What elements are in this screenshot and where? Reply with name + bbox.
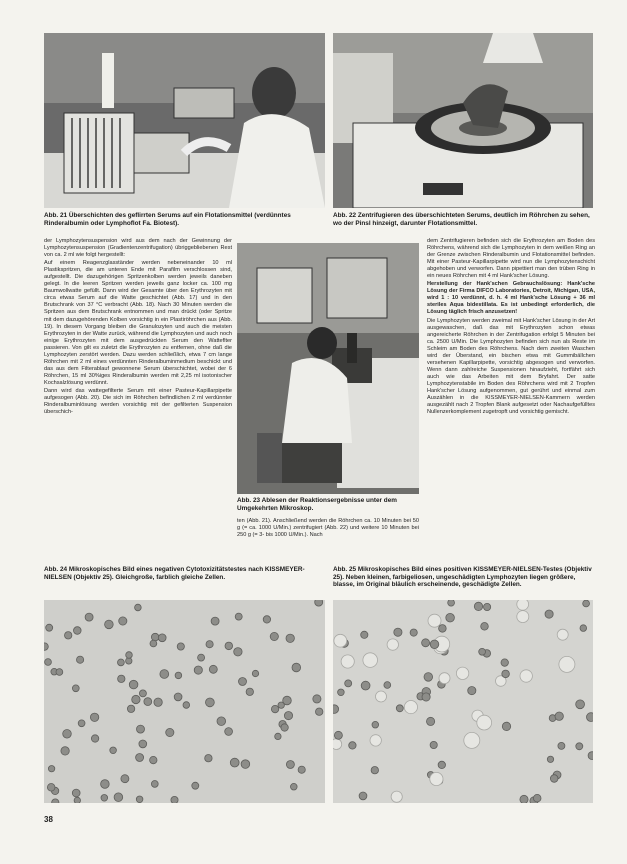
paragraph: Dann wird das wattegefilterte Serum mit einer Pasteur-Kapillarpipette aufgesogen (Abb. 20). Die sich im Röhrchen befindlichen 2 ml verdünnter Rinderalbuminlösung werden vorsichtig mit der gefilterten Suspension überschich- — [44, 387, 232, 416]
cell — [580, 625, 587, 632]
cell — [174, 693, 182, 701]
cell — [361, 681, 370, 690]
cell — [144, 698, 152, 706]
cell — [192, 782, 199, 789]
cell — [349, 742, 356, 749]
cell — [166, 728, 174, 736]
cell — [136, 796, 143, 803]
cell — [438, 761, 445, 768]
cell — [396, 705, 403, 712]
caption-abb23: Abb. 23 Ablesen der Reaktionsergebnisse unter dem Umgekehrten Mikroskop. — [237, 497, 397, 512]
paragraph: der Lymphozytensuspension wird aus dem nach der Gewinnung der Lymphozytensuspension (Gradientenzentrifugation) übriggebliebenen Rest von ca. 2 ml wie folgt hergestellt: — [44, 238, 232, 259]
cell — [545, 610, 553, 618]
cell — [422, 639, 430, 647]
cell — [121, 775, 129, 783]
cell — [91, 735, 98, 742]
cell — [517, 611, 529, 623]
cell — [235, 613, 242, 620]
cell — [334, 634, 347, 647]
cell — [65, 632, 72, 639]
cell — [270, 632, 278, 640]
cell — [278, 702, 284, 708]
cell — [333, 705, 339, 714]
cell — [151, 781, 158, 788]
cell — [422, 693, 430, 701]
cell — [118, 659, 125, 666]
cell — [177, 643, 184, 650]
paragraph: Die Lymphozyten werden zweimal mit Hank'scher Lösung in der Art ausgewaschen, daß das mit Erythrozyten schon etwas angereicherte Röhrchen in der Zentrifugation erfolgt 5 Minuten bei ca. 2500 U/Min. Die Lymphozyten befinden sich nun als Reste im Schleim am Boden des Röhrchens. Nach dem zweiten Waschen wird der Überstand, ein bischen etwa mit Gummibällchen versehenen Kapillarpipette, vorsichtig abgesogen und verworfen. Wenn dann zahlreiche Suspensionen hinaufzieht, fortfährt sich auch wie das Arbeiten mit dem Bryfahrt. Der satte Lymphozytenstabile im Boden des Röhrchens wird mit 2 Tropfen Hank'scher Lösung aufgenommen, gut gerührt und einmal zum Auszählen in die KISSMEYER-NIELSEN-Kammern werden ausgezählt nach 2 Tropfen Blank aufgesetzt oder Nachaufgefülltes Nullenzerkomplement zugetropft und vorsichtig gemischt. — [427, 317, 595, 416]
caption-abb24: Abb. 24 Mikroskopisches Bild eines negativen Cytotoxizitätstestes nach KISSMEYER-NIELSEN (Objektiv 25). Gleichgroße, farblich gleiche Zellen. — [44, 566, 305, 581]
cell — [194, 666, 202, 674]
cell — [520, 795, 528, 803]
cell — [557, 629, 568, 640]
cell — [477, 715, 492, 730]
cell — [456, 667, 468, 679]
cell — [587, 713, 594, 722]
cell — [372, 721, 379, 728]
cell — [338, 689, 345, 696]
cell — [206, 641, 213, 648]
cell — [52, 799, 59, 803]
cell — [234, 648, 242, 656]
cell — [263, 616, 270, 623]
cell — [333, 739, 342, 750]
cell — [271, 705, 278, 712]
cell — [74, 627, 82, 635]
cell — [341, 655, 354, 668]
cell — [132, 695, 140, 703]
paragraph: dem Zentrifugieren befinden sich die Erythrozyten am Boden des Röhrchens, während sich die Lymphozyten in dem weißen Ring an der Grenze zwischen Rinderalbumin und Flotationsmittel befinden. Mit einer Pasteur-Kapillarpipette wird nun die Lymphozytenschicht abgehoben und verworfen. Dann pipettiert man den trüben Ring in ein neues Röhrchen mit 4 ml Hank'scher Lösung. — [427, 238, 595, 280]
cell — [430, 741, 437, 748]
cell — [298, 766, 305, 773]
cell — [129, 680, 138, 689]
cell — [158, 634, 166, 642]
cell — [217, 717, 226, 726]
cell — [345, 680, 352, 687]
cell — [286, 634, 294, 642]
cell — [363, 653, 378, 668]
cell — [588, 752, 593, 760]
cell — [520, 670, 532, 682]
cell — [313, 695, 321, 703]
cell — [410, 629, 417, 636]
cell — [291, 783, 298, 790]
cell — [361, 631, 368, 638]
cell — [246, 688, 253, 695]
cell — [371, 767, 378, 774]
photo-abb22-centrifuge — [333, 33, 593, 208]
paragraph: Herstellung der Hank'schen Gebrauchslösung: Hank'sche Lösung der Firma DIFCO Laboratories, Detroit, Michigan, USA, wird 1 : 10 verdünnt, d. h. 4 ml Hank'sche Lösung + 36 ml steriles Aqua bidestillata. Es ist unbedingt erforderlich, die Lösung täglich frisch anzusetzen! — [427, 281, 595, 316]
cell — [502, 722, 510, 730]
cells-illustration — [333, 600, 593, 803]
cell — [464, 732, 480, 748]
body-column-right — [427, 238, 595, 562]
caption-abb25: Abb. 25 Mikroskopisches Bild eines positiven KISSMEYER-NIELSEN-Testes (Objektiv 25). Neben kleinen, farbigeliosen, ungeschädigten Lymphozyten liegen größere, blasse, im Original bläulich erscheinende, geschädigte Zellen. — [333, 566, 592, 589]
cell — [359, 792, 367, 800]
cell — [281, 724, 288, 731]
micrograph-abb25-positive-test — [333, 600, 593, 803]
photo-abb21-lab-technician — [44, 33, 325, 208]
cell — [78, 720, 85, 727]
cell — [72, 789, 80, 797]
cell — [119, 617, 127, 625]
cell — [558, 742, 565, 749]
cell — [225, 728, 233, 736]
cell — [110, 747, 117, 754]
cell — [63, 730, 72, 739]
cell — [137, 725, 145, 733]
cell — [239, 678, 247, 686]
cell — [160, 670, 169, 679]
cell — [501, 659, 508, 666]
micrograph-abb24-negative-test — [44, 600, 325, 803]
photo-abb23-microscope — [237, 243, 419, 494]
cell — [241, 760, 250, 769]
cell — [230, 758, 239, 767]
cell — [154, 698, 162, 706]
cell — [61, 747, 69, 755]
cell — [316, 708, 323, 715]
cell — [211, 617, 219, 625]
cell — [90, 713, 98, 721]
cell — [56, 669, 63, 676]
cell — [394, 628, 402, 636]
cell — [139, 740, 147, 748]
cell — [391, 791, 402, 802]
cell — [209, 665, 217, 673]
cell — [101, 780, 110, 789]
cell — [284, 712, 292, 720]
cell — [517, 600, 529, 610]
cell — [46, 624, 53, 631]
cell — [175, 672, 182, 679]
cell — [550, 775, 558, 783]
cell — [384, 682, 391, 689]
cell — [45, 659, 52, 666]
cell — [576, 700, 585, 709]
body-column-left — [44, 238, 232, 560]
page-number: 38 — [44, 815, 53, 824]
cell — [439, 673, 450, 684]
cell — [484, 603, 491, 610]
cell — [151, 633, 159, 641]
cell — [474, 602, 482, 610]
cell — [114, 793, 123, 802]
cell — [430, 772, 443, 785]
cell — [85, 613, 93, 621]
cell — [171, 796, 178, 803]
cell — [533, 794, 541, 802]
cell — [428, 614, 441, 627]
caption-abb21: Abb. 21 Überschichten des geflirrten Serums auf ein Flotationsmittel (verdünntes Rinderalbumin oder Lymphoflot Fa. Biotest). — [44, 212, 291, 227]
cell — [150, 640, 157, 647]
cell — [183, 702, 190, 709]
paragraph: Auf einem Reagenzglasständer werden nebeneinander 10 ml Plastikspritzen, die am unteren Ende mit Parafilm verschlossen sind, aufgestellt. Die dazugehörigen Spritzenkolben werden jeweils daneben gelegt. In die leeren Spritzen werden jeweils ganz locker ca. 100 mg Baumwollwatte gefüllt. Dann wird der Gesamte über den Erythrozyten mit circa etwas Serum auf die Watte geschichtet (Abb. 17) und in den Brutschrank von 37 °C verbracht (Abb. 18). Nach 30 Minuten werden die Spritzen aus dem Brutschrank entnommen und man drückt (oder Spritze mit dem dazugehörenden Kolben vorsichtig in ein Plastiröhrchen aus (Abb. 19). In diesem Vorgang bleiben die Granulozyten und auch die meisten Erythrozyten in der Watte zurück, während die Lymphozyten und auch noch einige Erythrozyten mit dem ausgedrückten Serum den Watteflter passieren. Von gilt es zuletzt die Erythrozyten zu entfernen, ohne daß die Lymphozyten zerstört werden. Dazu werden schließlich, etwa 7 cm lange Röhrchen mit 2 ml eines verdünnten Rinderalbuminmedium beschickt und das aus dem Filterablauf gewonnene Serum überschichtet, wobei der 6 Röhrchen, 15 ml 30%iges Rinderalbumin werden mit 2,25 ml isotonischer Kochsalzlösung verdünnt. — [44, 260, 232, 386]
cell — [275, 733, 281, 739]
cell — [101, 795, 108, 802]
cell — [370, 735, 381, 746]
cell — [404, 701, 417, 714]
cells-illustration — [44, 600, 325, 803]
cell — [198, 654, 205, 661]
cell — [126, 652, 133, 659]
cell — [135, 604, 142, 611]
cell — [334, 731, 342, 739]
cell — [127, 705, 134, 712]
cell — [481, 623, 489, 631]
cell — [72, 685, 79, 692]
microscope-illustration — [237, 243, 419, 494]
cell — [387, 639, 398, 650]
cell — [118, 675, 125, 682]
cell — [439, 625, 447, 633]
cell — [376, 691, 387, 702]
cell — [205, 755, 212, 762]
cell — [555, 712, 563, 720]
cell — [446, 613, 455, 622]
cell — [77, 656, 84, 663]
centrifuge-illustration — [333, 33, 593, 208]
cell — [430, 640, 439, 649]
cell — [139, 690, 146, 697]
cell — [292, 663, 301, 672]
cell — [559, 656, 575, 672]
cell — [48, 766, 54, 772]
caption-abb22: Abb. 22 Zentrifugieren des überschichteten Serums, deutlich im Röhrchen zu sehen, wo der Pinsl hinzeigt, darunter Flotationsmittel. — [333, 212, 590, 227]
cell — [252, 670, 258, 676]
cell — [74, 797, 80, 803]
cell — [225, 642, 233, 650]
cell — [468, 687, 476, 695]
cell — [448, 600, 455, 606]
cell — [206, 698, 215, 707]
cell — [547, 756, 553, 762]
cell — [150, 756, 157, 763]
body-column-mid-tail: ten (Abb. 21). Anschließend werden die Röhrchen ca. 10 Minuten bei 50 g (= ca. 1000 U/Min.) zentrifugiert (Abb. 22) und weitere 10 Minuten bei 250 g (= 3- bis 1000 U/Min.). Nach — [237, 518, 419, 539]
cell — [502, 670, 510, 678]
cell — [479, 648, 486, 655]
cell — [286, 761, 294, 769]
lab-technician-illustration — [44, 33, 325, 208]
cell — [427, 717, 435, 725]
cell — [44, 643, 48, 650]
cell — [136, 754, 144, 762]
cell — [583, 600, 590, 607]
cell — [424, 673, 433, 682]
cell — [315, 600, 323, 606]
cell — [105, 620, 114, 629]
cell — [576, 743, 583, 750]
cell — [47, 784, 55, 792]
